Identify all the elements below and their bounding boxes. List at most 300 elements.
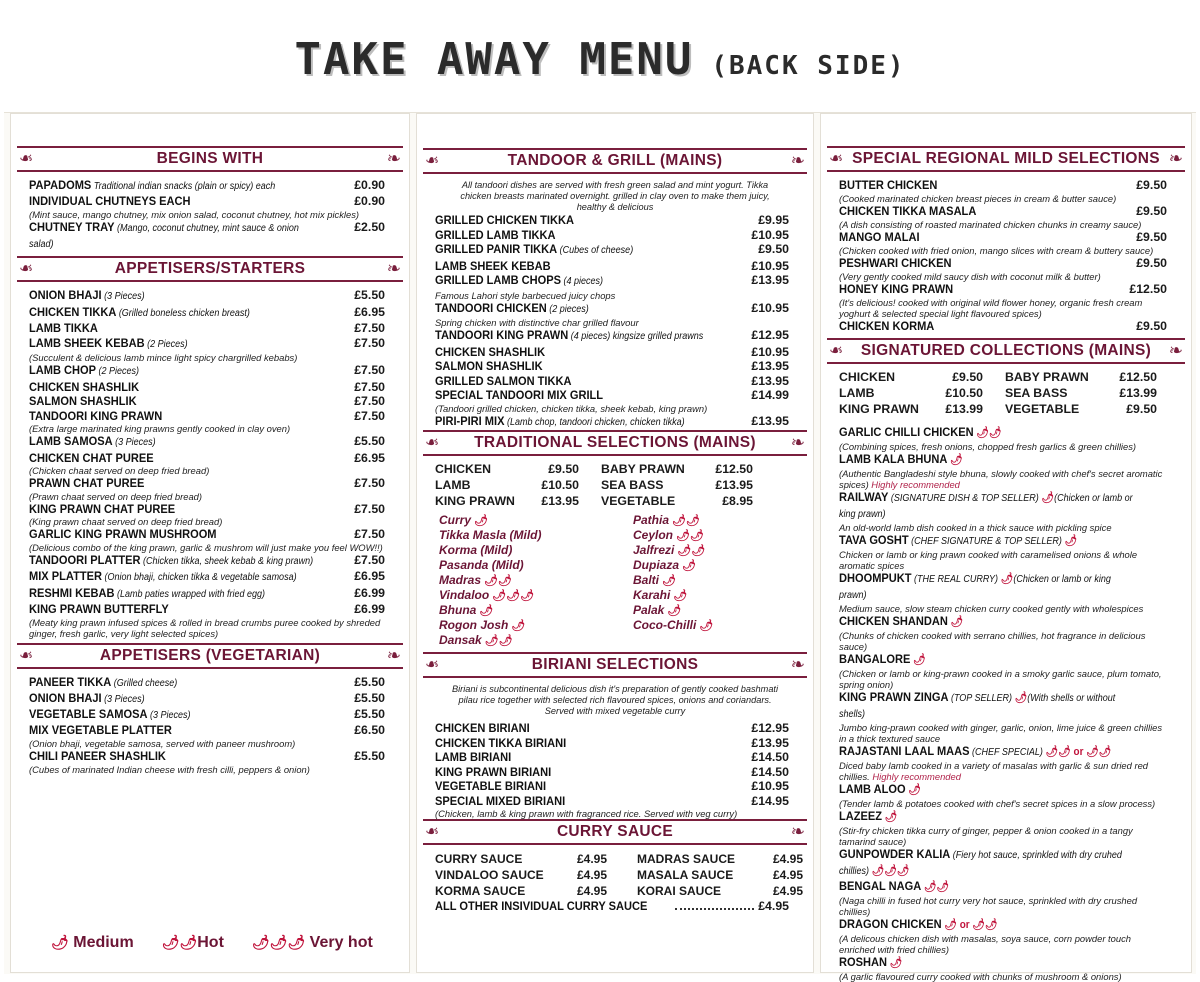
tandoor-note: All tandoori dishes are served with fresh green salad and mint yogurt. Tikka chicken breasts marinated overnight. grilled in clay oven to make them juicy, healthy & delicious [460, 180, 770, 212]
item-price: £6.99 [354, 602, 385, 616]
item-price: £14.50 [751, 764, 789, 779]
protein-name: VEGETABLE [1005, 402, 1080, 416]
item-description: (Succulent & delicious lamb mince light spicy chargrilled kebabs) [29, 352, 298, 363]
banner-curry-sauce: ❧ CURRY SAUCE ❧ [423, 819, 807, 845]
chili-icon: 🌶 [910, 654, 926, 666]
chili-icon: 🌶 [471, 515, 489, 527]
dish-description: (Chunks of chicken cooked with serrano chillies, hot fragrance in delicious sauce) [839, 630, 1146, 652]
banner-vegetarian: ❧ APPETISERS (VEGETARIAN) ❧ [17, 643, 403, 669]
curry-style: Coco-Chilli 🌶 [633, 618, 714, 632]
menu-item [11, 434, 409, 451]
item-price: £5.50 [354, 706, 385, 721]
item-price: £6.50 [354, 722, 385, 737]
dish-options: (Chicken or lamb or king prawn) [839, 574, 1111, 601]
menu-item [11, 305, 409, 322]
menu-item [11, 553, 409, 570]
item-price: £9.50 [1136, 256, 1167, 270]
heat-legend [51, 934, 373, 952]
dish-name: KING PRAWN ZINGA (TOP SELLER) 🌶(With shells or without shells) [839, 690, 1116, 720]
item-name: CHUTNEY TRAY (Mango, coconut chutney, mint sauce & onion salad) [29, 220, 299, 250]
biriani-note: Biriani is subcontinental delicious dish it's preparation of gently cooked bashmati pilau rice together with selected rich flavoured spices, onions and coriandars. Served with mixed vegetable curry [451, 684, 779, 716]
item-name: LAMB SAMOSA (3 Pieces) [29, 434, 156, 448]
dish-tag: (TOP SELLER) [948, 693, 1012, 704]
spacer [607, 883, 637, 899]
spacer [549, 558, 633, 573]
menu-item [11, 220, 409, 252]
page-title [0, 34, 1200, 85]
curry-style: Pasanda (Mild) [439, 558, 524, 572]
chili-icon: 🌶 [508, 620, 526, 632]
banner-regional: ❧ SPECIAL REGIONAL MILD SELECTIONS ❧ [827, 146, 1185, 172]
dish-options: (With shells or without shells) [839, 693, 1116, 720]
item-note: Traditional indian snacks (plain or spicy) each [91, 181, 276, 192]
menu-item [11, 194, 409, 209]
item-price: £5.50 [354, 748, 385, 763]
banner-tandoor: ❧ TANDOOR & GRILL (MAINS) ❧ [423, 148, 807, 174]
spacer [579, 494, 601, 509]
item-note: (3 Pieces) [147, 709, 191, 721]
signature-dish [821, 690, 1191, 722]
dish-description: (A garlic flavoured curry cooked with chunks of mushroom & onions) [839, 971, 1122, 982]
menu-item [11, 380, 409, 395]
item-description: (Delicious combo of the king prawn, garlic & mushrom will just make you feel WOW!!) [29, 541, 383, 553]
item-name: KING PRAWN BIRIANI [435, 764, 552, 779]
dish-tag: (CHEF SIGNATURE & TOP SELLER) [908, 536, 1062, 547]
sauce-name: VINDALOO SAUCE [435, 868, 544, 882]
protein-price: £13.99 [945, 402, 983, 416]
dish-description: Medium sauce, slow steam chicken curry cooked gently with wholespices [839, 603, 1144, 614]
item-name: TANDOORI KING PRAWN [29, 408, 163, 423]
item-name: INDIVIDUAL CHUTNEYS EACH [29, 194, 191, 208]
protein-price: £12.50 [1119, 370, 1157, 384]
item-note: (Grilled boneless chicken breast) [116, 307, 250, 319]
item-price: £13.95 [751, 359, 789, 373]
menu-item [821, 230, 1191, 245]
item-price: £13.95 [751, 413, 789, 428]
item-name: PRAWN CHAT PUREE [29, 476, 145, 490]
chili-icon: 🌶 [998, 573, 1014, 585]
curry-style: Dupiaza 🌶 [633, 558, 697, 572]
chili-icon: 🌶🌶 [673, 530, 705, 542]
curry-style: Dansak 🌶🌶 [439, 633, 513, 647]
item-price: £6.95 [354, 304, 385, 319]
item-name: LAMB CHOP (2 Pieces) [29, 363, 140, 377]
banner-traditional: ❧ TRADITIONAL SELECTIONS (MAINS) ❧ [423, 430, 807, 456]
column-right [820, 113, 1192, 982]
sauce-name: KORAI SAUCE [637, 884, 722, 898]
item-name: TANDOORI CHICKEN (2 pieces) [435, 300, 589, 315]
item-price: £13.95 [751, 273, 789, 287]
protein-name: KING PRAWN [435, 494, 515, 508]
item-note: (2 pieces) [546, 303, 589, 315]
item-name: GRILLED CHICKEN TIKKA [435, 213, 574, 227]
item-note: (3 Pieces) [112, 437, 156, 448]
recommended-tag: Highly recommended [869, 771, 961, 782]
legend-hot: 🌶🌶Hot [161, 934, 224, 951]
menu-item [11, 363, 409, 380]
menu-item [417, 228, 813, 243]
item-price: £14.95 [751, 793, 789, 808]
legend-very-hot: 🌶🌶🌶 Very hot [251, 934, 373, 951]
item-name: LAMB TIKKA [29, 321, 98, 335]
item-price: £14.99 [751, 388, 789, 402]
spacer [579, 462, 601, 477]
curry-style: Madras 🌶🌶 [439, 573, 513, 587]
signature-dish [821, 614, 1191, 630]
protein-name: KING PRAWN [839, 402, 919, 416]
item-name: CHILI PANEER SHASHLIK [29, 748, 166, 763]
chili-icon: 🌶🌶🌶 [869, 865, 910, 877]
biriani-list [417, 721, 813, 819]
menu-item [417, 273, 813, 290]
chili-icon: 🌶 [905, 784, 921, 796]
item-name: TANDOORI PLATTER (Chicken tikka, sheek kebab & king prawn) [29, 552, 314, 567]
item-note: (Grilled cheese) [111, 677, 178, 689]
item-note: (Chicken tikka, sheek kebab & king prawn) [140, 555, 314, 567]
dish-name: BANGALORE 🌶 [839, 652, 926, 666]
item-note: (3 Pieces) [101, 693, 145, 705]
curry-style: Vindaloo 🌶🌶🌶 [439, 588, 535, 602]
item-note: (Onion bhaji, chicken tikka & vegetable samosa) [101, 572, 297, 583]
item-price: £13.95 [751, 373, 789, 388]
column-middle [416, 113, 814, 973]
item-name: PANEER TIKKA (Grilled cheese) [29, 674, 178, 689]
protein-price: £13.95 [541, 494, 579, 508]
item-name: CHICKEN TIKKA MASALA [839, 204, 977, 218]
signature-dishes [821, 425, 1191, 982]
item-name: PIRI-PIRI MIX (Lamb chop, tandoori chicken, chicken tikka) [435, 413, 685, 428]
signature-dish [821, 847, 1191, 879]
chili-icon: 🌶 [664, 605, 682, 617]
menu-item [11, 451, 409, 466]
menu-item [11, 409, 409, 424]
item-price: £0.90 [354, 178, 385, 192]
item-name: GRILLED LAMB TIKKA [435, 227, 556, 242]
menu-item [11, 723, 409, 738]
dish-description: (Stir-fry chicken tikka curry of ginger, pepper & onion cooked in a tangy tamarind sauce) [839, 825, 1133, 847]
chili-icon: 🌶🌶 [481, 575, 513, 587]
item-price: £5.50 [354, 288, 385, 302]
protein-price: £12.50 [715, 462, 753, 476]
protein-name: LAMB [839, 386, 875, 400]
item-price: £9.50 [1136, 204, 1167, 218]
menu-title: TAKE AWAY MENU [294, 34, 694, 85]
spacer [607, 851, 637, 867]
item-price: £9.50 [1136, 319, 1167, 333]
dish-name: BENGAL NAGA 🌶🌶 [839, 879, 950, 893]
menu-item [417, 374, 813, 389]
recommended-tag: Highly recommended [868, 479, 960, 490]
dish-description: (Authentic Bangladeshi style bhuna, slowly cooked with chef's secret aromatic spices) Highly recommended [839, 468, 1163, 490]
spacer [549, 588, 633, 603]
signature-dish [821, 879, 1191, 895]
item-price: £10.95 [751, 258, 789, 273]
curry-style: Bhuna 🌶 [439, 603, 494, 617]
item-name: VEGETABLE SAMOSA (3 Pieces) [29, 706, 191, 721]
dish-description: Chicken or lamb or king prawn cooked with caramelised onions & whole aromatic spices [839, 549, 1138, 571]
item-note: (Lamb paties wrapped with fried egg) [114, 588, 266, 600]
item-name: CHICKEN SHASHLIK [435, 344, 546, 359]
dish-name: GARLIC CHILLI CHICKEN 🌶🌶 [839, 425, 1002, 439]
item-name: CHICKEN SHASHLIK [29, 379, 140, 394]
item-name: VEGETABLE BIRIANI [435, 779, 547, 793]
chili-icon: 🌶 [947, 616, 964, 628]
item-description: (It's delicious! cooked with original wild flower honey, organic fresh cream yoghurt & selected special light flavoured spices) [839, 297, 1143, 319]
item-name: GARLIC KING PRAWN MUSHROOM [29, 527, 217, 541]
item-name: CHICKEN CHAT PUREE [29, 450, 154, 465]
item-price: £5.50 [354, 434, 385, 448]
menu-item [417, 779, 813, 794]
item-name: ONION BHAJI (3 Pieces) [29, 690, 145, 705]
protein-price: £13.95 [715, 478, 753, 492]
item-description: (Very gently cooked mild saucy dish with coconut milk & butter) [839, 271, 1101, 282]
menu-item [417, 765, 813, 780]
item-description: (Onion bhaji, vegetable samosa, served with paneer mushroom) [29, 737, 296, 749]
item-name: MIX VEGETABLE PLATTER [29, 722, 172, 737]
item-note: (Mango, coconut chutney, mint sauce & onion salad) [29, 223, 299, 250]
item-price: £7.50 [354, 363, 385, 377]
banner-biriani: ❧ BIRIANI SELECTIONS ❧ [423, 652, 807, 678]
item-name: LAMB BIRIANI [435, 750, 512, 764]
sauce-price: £4.95 [772, 868, 803, 882]
column-left [10, 113, 410, 973]
chili-icon: 🌶 [1011, 692, 1028, 704]
item-price: £10.95 [751, 344, 789, 359]
signature-dish [821, 744, 1191, 760]
banner-begins: ❧ BEGINS WITH ❧ [17, 146, 403, 172]
menu-item [417, 301, 813, 318]
item-name: MIX PLATTER (Onion bhaji, chicken tikka & vegetable samosa) [29, 569, 297, 583]
chili-icon: 🌶🌶 [674, 545, 706, 557]
curry-style: Pathia 🌶🌶 [633, 513, 701, 527]
item-price: £14.50 [751, 750, 789, 764]
signature-prices [821, 370, 1191, 417]
protein-name: SEA BASS [1005, 386, 1068, 400]
dish-name: RAILWAY (SIGNATURE DISH & TOP SELLER) 🌶(Chicken or lamb or king prawn) [839, 490, 1133, 520]
chili-icon: 🌶🌶 [481, 635, 513, 647]
dish-description: (A delicous chicken dish with masalas, soya sauce, corn powder touch enriched with fried chillies) [839, 933, 1131, 955]
item-price: £7.50 [354, 335, 385, 350]
item-name: PAPADOMS Traditional indian snacks (plain or spicy) each [29, 178, 276, 192]
signature-dish [821, 917, 1191, 933]
item-price: £7.50 [354, 501, 385, 516]
item-name: RESHMI KEBAB (Lamb paties wrapped with fried egg) [29, 585, 266, 600]
chili-icon: 🌶🌶 [669, 515, 701, 527]
spacer [549, 633, 633, 648]
curry-style: Karahi 🌶 [633, 588, 688, 602]
dish-description: Diced baby lamb cooked in a variety of masalas with garlic & sun dried red chillies. Highly recommended [839, 760, 1149, 782]
curry-style: Rogon Josh 🌶 [439, 618, 526, 632]
starters-list [11, 288, 409, 639]
signature-dish [821, 533, 1191, 549]
dish-name: LAMB ALOO 🌶 [839, 782, 921, 796]
item-description: (Cooked marinated chicken breast pieces in cream & butter sauce) [839, 193, 1117, 204]
item-description: Spring chicken with distinctive char grilled flavour [435, 317, 639, 328]
curry-style: Curry 🌶 [439, 513, 489, 527]
curry-style: Tikka Masla (Mild) [439, 528, 542, 542]
protein-price: £10.50 [541, 478, 579, 492]
protein-name: CHICKEN [435, 462, 492, 476]
item-price: £7.50 [354, 379, 385, 394]
menu-item [417, 213, 813, 228]
dish-tag: (THE REAL CURRY) [911, 574, 999, 585]
menu-item [821, 282, 1191, 297]
item-description: (Chicken chaat served on deep fried bread) [29, 465, 210, 476]
item-price: £10.95 [751, 300, 789, 315]
item-name: KING PRAWN BUTTERFLY [29, 602, 169, 616]
signature-dish [821, 571, 1191, 603]
menu-item [11, 336, 409, 353]
spacer [579, 478, 601, 493]
item-name: LAMB SHEEK KEBAB [435, 258, 551, 273]
curry-style: Balti 🌶 [633, 573, 677, 587]
item-name: GRILLED LAMB CHOPS (4 pieces) [435, 273, 604, 287]
sauce-price: £4.95 [576, 884, 607, 898]
item-name: BUTTER CHICKEN [839, 178, 938, 192]
menu-item [417, 736, 813, 751]
banner-starters: ❧ APPETISERS/STARTERS ❧ [17, 256, 403, 282]
sauce-price: £4.95 [576, 852, 607, 866]
chili-icon: 🌶 [659, 575, 677, 587]
sauce-price: £4.95 [772, 884, 803, 898]
menu-item [417, 721, 813, 736]
spacer [607, 867, 637, 883]
chili-icon: 🌶 or 🌶🌶 [941, 919, 998, 931]
dish-name: TAVA GOSHT (CHEF SIGNATURE & TOP SELLER) 🌶 [839, 533, 1078, 547]
begins-list [11, 178, 409, 252]
chili-icon: 🌶 [476, 605, 494, 617]
item-note: (4 pieces) [561, 276, 604, 287]
item-price: £6.99 [354, 585, 385, 600]
menu-item [11, 476, 409, 491]
item-name: TANDOORI KING PRAWN (4 pieces) kingsize grilled prawns [435, 328, 704, 342]
menu-item [417, 794, 813, 809]
item-note: (3 Pieces) [101, 291, 145, 302]
sauce-name: MASALA SAUCE [637, 868, 734, 882]
all-sauce-row: ALL OTHER INSIVIDUAL CURRY SAUCE £4.95 [435, 899, 789, 913]
menu-item [11, 321, 409, 336]
item-name: CHICKEN TIKKA BIRIANI [435, 735, 567, 750]
spacer [549, 573, 633, 588]
menu-item [417, 388, 813, 403]
tandoor-list [417, 213, 813, 430]
menu-item [11, 707, 409, 723]
item-note: (2 Pieces) [144, 338, 188, 350]
traditional-curries [417, 513, 813, 648]
chili-icon: 🌶 [696, 620, 714, 632]
signature-dish [821, 425, 1191, 441]
item-price: £6.95 [354, 569, 385, 583]
chili-icon: 🌶 [1061, 535, 1078, 547]
chili-icon: 🌶 [670, 590, 688, 602]
menu-item [11, 749, 409, 764]
chili-icon: 🌶🌶 or 🌶🌶 [1042, 746, 1112, 758]
chili-icon: 🌶🌶 [921, 881, 950, 893]
protein-price: £8.95 [722, 494, 753, 508]
spacer [549, 618, 633, 633]
item-price: £6.95 [354, 450, 385, 465]
item-name: CHICKEN BIRIANI [435, 721, 530, 735]
item-price: £9.50 [1136, 178, 1167, 192]
dish-name: GUNPOWDER KALIA (Fiery hot sauce, sprinkled with dry cruhed chillies) 🌶🌶🌶 [839, 847, 1122, 877]
menu-item [417, 414, 813, 431]
protein-name: VEGETABLE [601, 494, 676, 508]
item-note: (2 Pieces) [96, 366, 140, 377]
signature-dish [821, 955, 1191, 971]
item-price: £9.50 [758, 242, 789, 256]
item-name: KING PRAWN CHAT PUREE [29, 501, 176, 516]
item-price: £12.95 [751, 721, 789, 735]
menu-item [11, 602, 409, 617]
dish-description: Jumbo king-prawn cooked with ginger, garlic, onion, lime juice & green chillies in a thick textured sauce [839, 722, 1163, 744]
curry-sauce-list [417, 851, 813, 899]
protein-price: £10.50 [945, 386, 983, 400]
menu-item [11, 502, 409, 517]
chili-icon: 🌶🌶🌶 [489, 590, 535, 602]
menu-item [417, 750, 813, 765]
item-description: (Chicken, lamb & king prawn with fragranced rice. Served with veg curry) [435, 808, 738, 819]
protein-price: £9.50 [548, 462, 579, 476]
banner-signature: ❧ SIGNATURED COLLECTIONS (MAINS) ❧ [827, 338, 1185, 364]
protein-price: £9.50 [952, 370, 983, 384]
traditional-prices [417, 462, 813, 509]
item-description: (Meaty king prawn infused spices & rolled in bread crumbs puree cooked by shreded ginger, fresh garlic, very light selected spices) [29, 616, 381, 639]
chili-icon: 🌶🌶 [973, 427, 1002, 439]
menu-item [11, 691, 409, 707]
item-price: £7.50 [354, 476, 385, 490]
regional-list [821, 178, 1191, 334]
item-price: £0.90 [354, 194, 385, 208]
dish-description: (Combining spices, fresh onions, chopped fresh garlics & green chillies) [839, 441, 1137, 452]
protein-name: BABY PRAWN [601, 462, 685, 476]
item-description: (A dish consisting of roasted marinated chicken chunks in creamy sauce) [839, 219, 1142, 230]
item-description: (Cubes of marinated Indian cheese with fresh cilli, peppers & onion) [29, 763, 310, 775]
item-description: (Prawn chaat served on deep fried bread) [29, 490, 203, 502]
item-price: £7.50 [354, 552, 385, 567]
item-description: Famous Lahori style barbecued juicy chops [435, 289, 616, 301]
item-name: GRILLED PANIR TIKKA (Cubes of cheese) [435, 242, 634, 256]
dish-tag: (CHEF SPECIAL) [969, 747, 1043, 758]
item-price: £12.50 [1129, 282, 1167, 296]
dish-name: CHICKEN SHANDAN 🌶 [839, 614, 964, 628]
dish-name: LAZEEZ 🌶 [839, 809, 898, 823]
item-name: SALMON SHASHLIK [435, 359, 543, 373]
item-price: £7.50 [354, 408, 385, 423]
signature-dish [821, 452, 1191, 468]
menu-item [821, 178, 1191, 193]
curry-style: Korma (Mild) [439, 543, 513, 557]
item-price: £7.50 [354, 321, 385, 335]
spacer [549, 528, 633, 543]
dish-tag: (Fiery hot sauce, sprinkled with dry cruhed chillies) [839, 850, 1122, 877]
protein-name: BABY PRAWN [1005, 370, 1089, 384]
protein-name: CHICKEN [839, 370, 896, 384]
spacer [549, 513, 633, 528]
menu-item [11, 178, 409, 194]
vegetarian-list [11, 675, 409, 775]
menu-item [417, 328, 813, 345]
item-name: LAMB SHEEK KEBAB (2 Pieces) [29, 335, 188, 350]
item-price: £10.95 [751, 227, 789, 242]
item-note: (Cubes of cheese) [557, 245, 634, 256]
dish-name: DRAGON CHICKEN 🌶 or 🌶🌶 [839, 917, 998, 931]
sauce-price: £4.95 [576, 868, 607, 882]
chili-icon: 🌶 [947, 454, 963, 466]
item-name: MANGO MALAI [839, 230, 920, 244]
menu-sheet [4, 112, 1196, 982]
dish-description: (Naga chilli in fused hot curry very hot sauce, sprinkled with dry crushed chillies) [839, 895, 1138, 917]
dish-description: An old-world lamb dish cooked in a thick sauce with pickling spice [839, 522, 1112, 533]
